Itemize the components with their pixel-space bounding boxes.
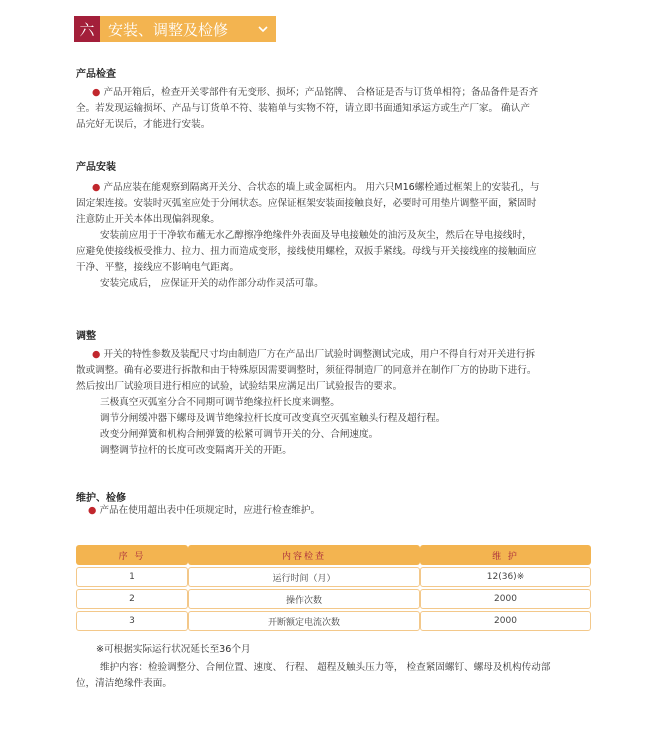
table-header: 序 号 (76, 545, 188, 565)
text-line: 安装完成后， 应保证开关的动作部分动作灵活可靠。 (100, 278, 324, 289)
text-line: 改变分闸弹簧和机构合闸弹簧的松紧可调节开关的分、合闸速度。 (100, 429, 379, 440)
text-line: 产品应装在能观察到隔离开关分、合状态的墙上或金属柜内。 用六只M16螺栓通过框架上的安装孔，与 (103, 182, 540, 193)
text-line: 固定架连接。安装时灭弧室应处于分闸状态。应保证框架安装面接触良好，必要时可用垫片调整平面，紧固时 (76, 198, 537, 209)
section-header (74, 16, 276, 42)
text-line: 调节分闸缓冲器下螺母及调节绝缘拉杆长度可改变真空灭弧室触头行程及超行程。 (100, 413, 446, 424)
table-row (76, 567, 591, 587)
chevron-down-icon (258, 22, 268, 37)
table-cell: 2 (76, 589, 188, 609)
table-header: 内容检查 (188, 545, 420, 565)
section-title: 安装、调整及检修 (108, 20, 229, 39)
text-line: 应避免使接线板受推力、拉力、扭力而造成变形，接线使用螺栓，双扳手紧线。母线与开关接线座的接触面应 (76, 246, 537, 257)
text-line: 注意防止开关本体出现偏斜现象。 (76, 214, 220, 225)
bullet-icon: ● (92, 182, 101, 193)
text-line: 产品开箱后，检查开关零部件有无变形、损坏；产品铭牌、 合格证是否与订货单相符；备品备件是否齐 (103, 87, 539, 98)
text-line: 位，清洁绝缘件表面。 (76, 678, 172, 689)
maintenance-content (76, 660, 596, 692)
table-cell: 1 (76, 567, 188, 587)
text-line: 品完好无误后，才能进行安装。 (76, 119, 211, 130)
text-line: 产品在使用超出表中任项规定时，应进行检查维护。 (99, 505, 321, 516)
section-title-banner (100, 16, 276, 42)
install-heading: 产品安装 (76, 162, 116, 173)
table-cell: 操作次数 (188, 589, 420, 609)
text-line: 然后按出厂试验项目进行相应的试验，试验结果应满足出厂试验报告的要求。 (76, 381, 403, 392)
install-text (76, 180, 596, 292)
table-header: 维 护 (420, 545, 591, 565)
table-cell: 3 (76, 611, 188, 631)
text-line: 调整调节拉杆的长度可改变隔离开关的开距。 (100, 445, 292, 456)
text-line: 散或调整。确有必要进行拆散和由于特殊原因需要调整时，须征得制造厂的同意并在制作厂方的协助下进行。 (76, 365, 537, 376)
table-row (76, 589, 591, 609)
bullet-icon: ● (92, 349, 101, 360)
text-line: 三极真空灭弧室分合不同期可调节绝缘拉杆长度来调整。 (100, 397, 340, 408)
maintenance-heading: 维护、检修 (76, 493, 126, 504)
bullet-icon: ● (92, 87, 101, 98)
inspection-text (76, 85, 596, 133)
inspection-heading: 产品检查 (76, 69, 116, 80)
text-line: 安装前应用于干净软布蘸无水乙醇擦净绝缘件外表面及导电接触处的油污及灰尘，然后在导电接线时， (100, 230, 532, 241)
table-cell: 开断额定电流次数 (188, 611, 420, 631)
table-cell: 运行时间（月） (188, 567, 420, 587)
text-line: 维护内容：检验调整分、合闸位置、速度、 行程、 超程及触头压力等， 检查紧固螺钉、螺母及机构传动部 (100, 662, 551, 673)
text-line: 全。若发现运输损坏、产品与订货单不符、装箱单与实物不符，请立即书面通知承运方或生产厂家。 确认产 (76, 103, 530, 114)
maintenance-table (76, 543, 591, 633)
bullet-icon: ● (88, 505, 97, 516)
adjust-heading: 调整 (76, 331, 96, 342)
text-line: 开关的特性参数及装配尺寸均由制造厂方在产品出厂试验时调整测试完成，用户不得自行对开关进行拆 (103, 349, 536, 360)
table-cell: 12(36)※ (420, 567, 591, 587)
table-header-row (76, 545, 591, 565)
section-number: 六 (74, 16, 100, 42)
maintenance-bullet (76, 503, 596, 519)
table-cell: 2000 (420, 589, 591, 609)
table-cell: 2000 (420, 611, 591, 631)
table-row (76, 611, 591, 631)
text-line: 干净、平整，接线应不影响电气距离。 (76, 262, 240, 273)
table-footnote: ※可根据实际运行状况延长至36个月 (96, 644, 251, 655)
adjust-text (76, 347, 596, 459)
